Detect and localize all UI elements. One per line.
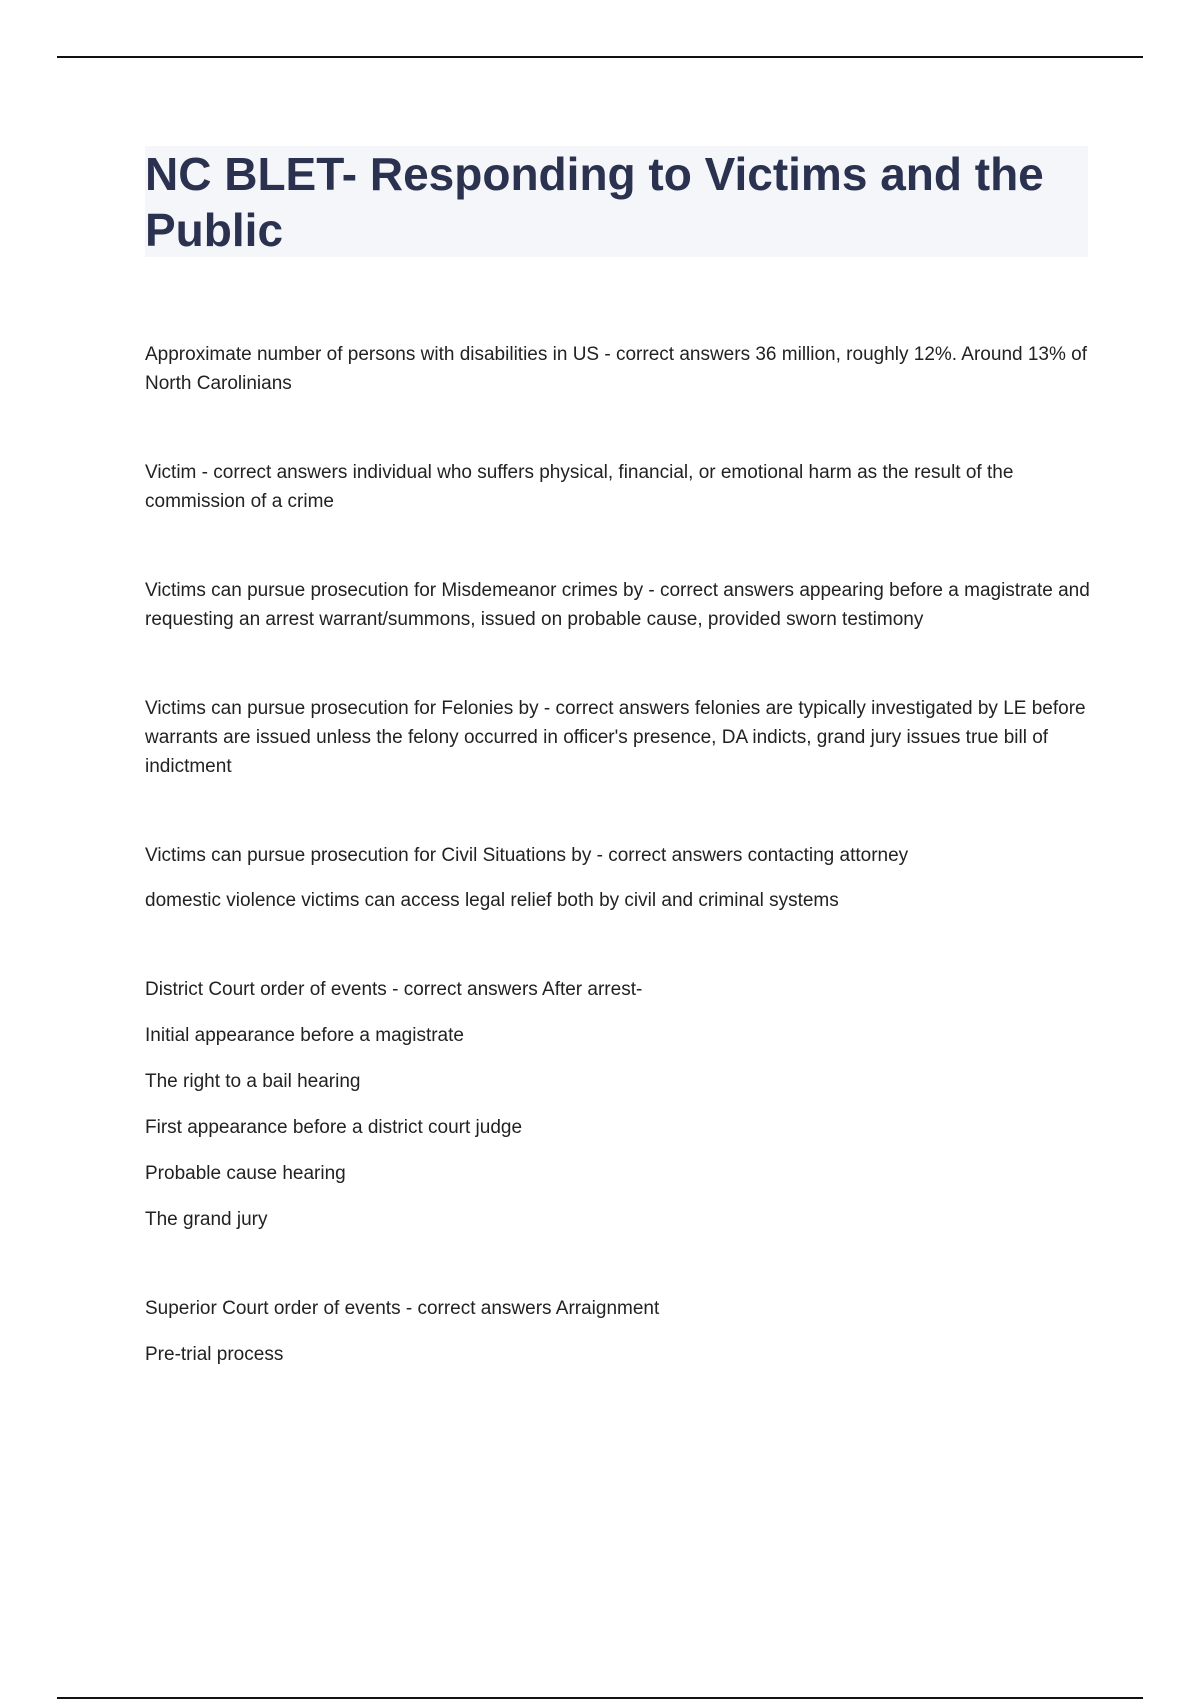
entry-superior-court <box>145 1294 1090 1369</box>
entry-text: domestic violence victims can access legal relief both by civil and criminal systems <box>145 890 839 911</box>
top-divider <box>57 56 1143 58</box>
entry-text: Probable cause hearing <box>145 1163 346 1184</box>
entry-text: Victims can pursue prosecution for Civil Situations by - correct answers contacting attorney <box>145 845 909 866</box>
entry-text: Victim - correct answers individual who suffers physical, financial, or emotional harm as the result of the commission of a crime <box>145 462 1014 512</box>
entry-victim <box>145 458 1090 516</box>
entry-text: Superior Court order of events - correct answers Arraignment <box>145 1298 660 1319</box>
entry-text: Victims can pursue prosecution for Misdemeanor crimes by - correct answers appearing before a magistrate and requesting an arrest warrant/summons, issued on probable cause, provided sworn testimony <box>145 580 1090 630</box>
entry-civil <box>145 841 1090 915</box>
entry-disabilities <box>145 340 1090 398</box>
entry-felonies <box>145 694 1090 781</box>
entry-text: Initial appearance before a magistrate <box>145 1025 464 1046</box>
page-title: NC BLET- Responding to Victims and the Public <box>145 148 1044 256</box>
entry-text: The grand jury <box>145 1209 268 1230</box>
entry-text: Approximate number of persons with disabilities in US - correct answers 36 million, roughly 12%. Around 13% of North Carolinians <box>145 344 1088 394</box>
flashcard-list <box>145 340 1090 1369</box>
entry-text: Pre-trial process <box>145 1344 284 1365</box>
entry-misdemeanor <box>145 576 1090 634</box>
entry-text: Victims can pursue prosecution for Felonies by - correct answers felonies are typically investigated by LE before warrants are issued unless the felony occurred in officer's presence, DA indicts, grand jury issues true bill of indictment <box>145 698 1086 777</box>
bottom-divider <box>57 1697 1143 1699</box>
entry-text: District Court order of events - correct answers After arrest- <box>145 979 643 1000</box>
entry-text: First appearance before a district court judge <box>145 1117 523 1138</box>
entry-district-court <box>145 975 1090 1234</box>
entry-text: The right to a bail hearing <box>145 1071 361 1092</box>
title-banner <box>145 146 1088 257</box>
